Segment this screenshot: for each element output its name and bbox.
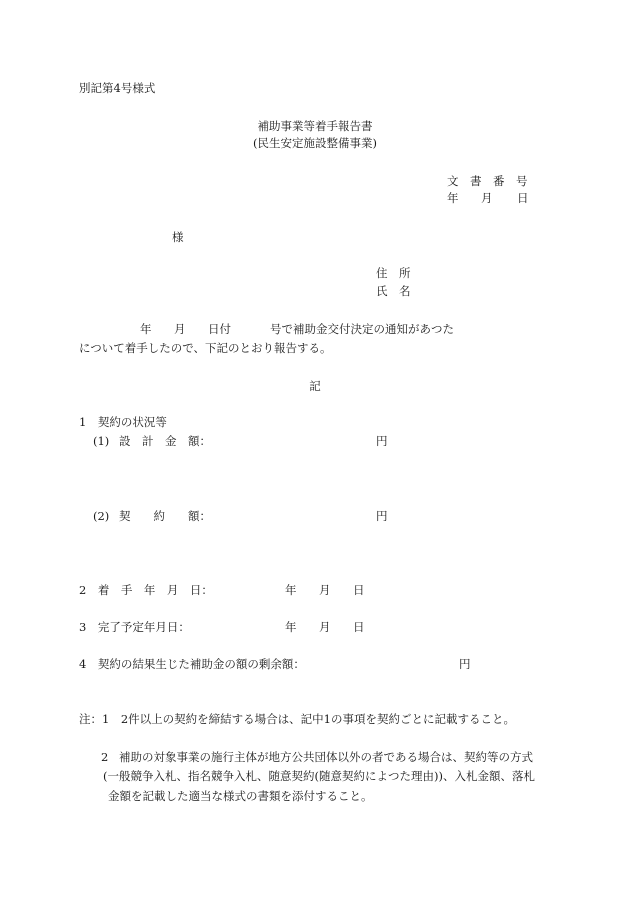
date-month-label: 月 — [481, 191, 493, 205]
section1-item2-num: (2) — [93, 509, 110, 523]
section1-item1-num: (1) — [93, 434, 110, 448]
note1: 注：1 2件以上の契約を締結する場合は、記中1の事項を契約ごとに記載すること。 — [79, 712, 515, 726]
addressee-suffix: 様 — [172, 230, 184, 244]
date-year-label: 年 — [447, 191, 459, 205]
doc-number-label: 文 書 番 号 — [447, 174, 528, 188]
body-line2: について着手したので、下記のとおり報告する。 — [79, 341, 332, 355]
document-title: 補助事業等着手報告書 — [257, 119, 373, 133]
note2-line1: 補助の対象事業の施行主体が地方公共団体以外の者である場合は、契約等の方式 — [119, 750, 533, 764]
note2-num: 2 — [101, 750, 109, 764]
section2-day: 日 — [353, 583, 365, 597]
section1-item2-label: 契 約 額： — [119, 509, 211, 523]
section1-item1-label: 設 計 金 額： — [119, 434, 211, 448]
section4-label: 4 契約の結果生じた補助金の額の剰余額： — [79, 657, 305, 671]
section1-item1-unit: 円 — [376, 434, 388, 448]
body-year: 年 — [140, 322, 152, 336]
section3-month: 月 — [319, 620, 331, 634]
note2-line2: (一般競争入札、指名競争入札、随意契約(随意契約によつた理由))、入札金額、落札 — [103, 769, 535, 783]
section1-heading: 1 契約の状況等 — [79, 415, 167, 429]
section3-year: 年 — [285, 620, 297, 634]
form-id: 別記第4号様式 — [79, 81, 156, 95]
section2-year: 年 — [285, 583, 297, 597]
body-day-ref: 日付 — [208, 322, 231, 336]
section4-unit: 円 — [459, 657, 471, 671]
sender-name-label: 氏 名 — [376, 284, 411, 298]
document-subtitle: (民生安定施設整備事業) — [253, 136, 377, 150]
section3-label: 3 完了予定年月日： — [79, 620, 190, 634]
section1-item2-unit: 円 — [376, 509, 388, 523]
section3-day: 日 — [353, 620, 365, 634]
date-day-label: 日 — [517, 191, 529, 205]
note2-line3: 金額を記載した適当な様式の書類を添付すること。 — [108, 789, 373, 803]
body-month: 月 — [174, 322, 186, 336]
body-line1-rest: 号で補助金交付決定の通知があつた — [270, 322, 454, 336]
sender-address-label: 住 所 — [376, 266, 411, 280]
ki-heading: 記 — [309, 379, 321, 393]
section2-label: 2 着 手 年 月 日： — [79, 583, 213, 597]
section2-month: 月 — [319, 583, 331, 597]
